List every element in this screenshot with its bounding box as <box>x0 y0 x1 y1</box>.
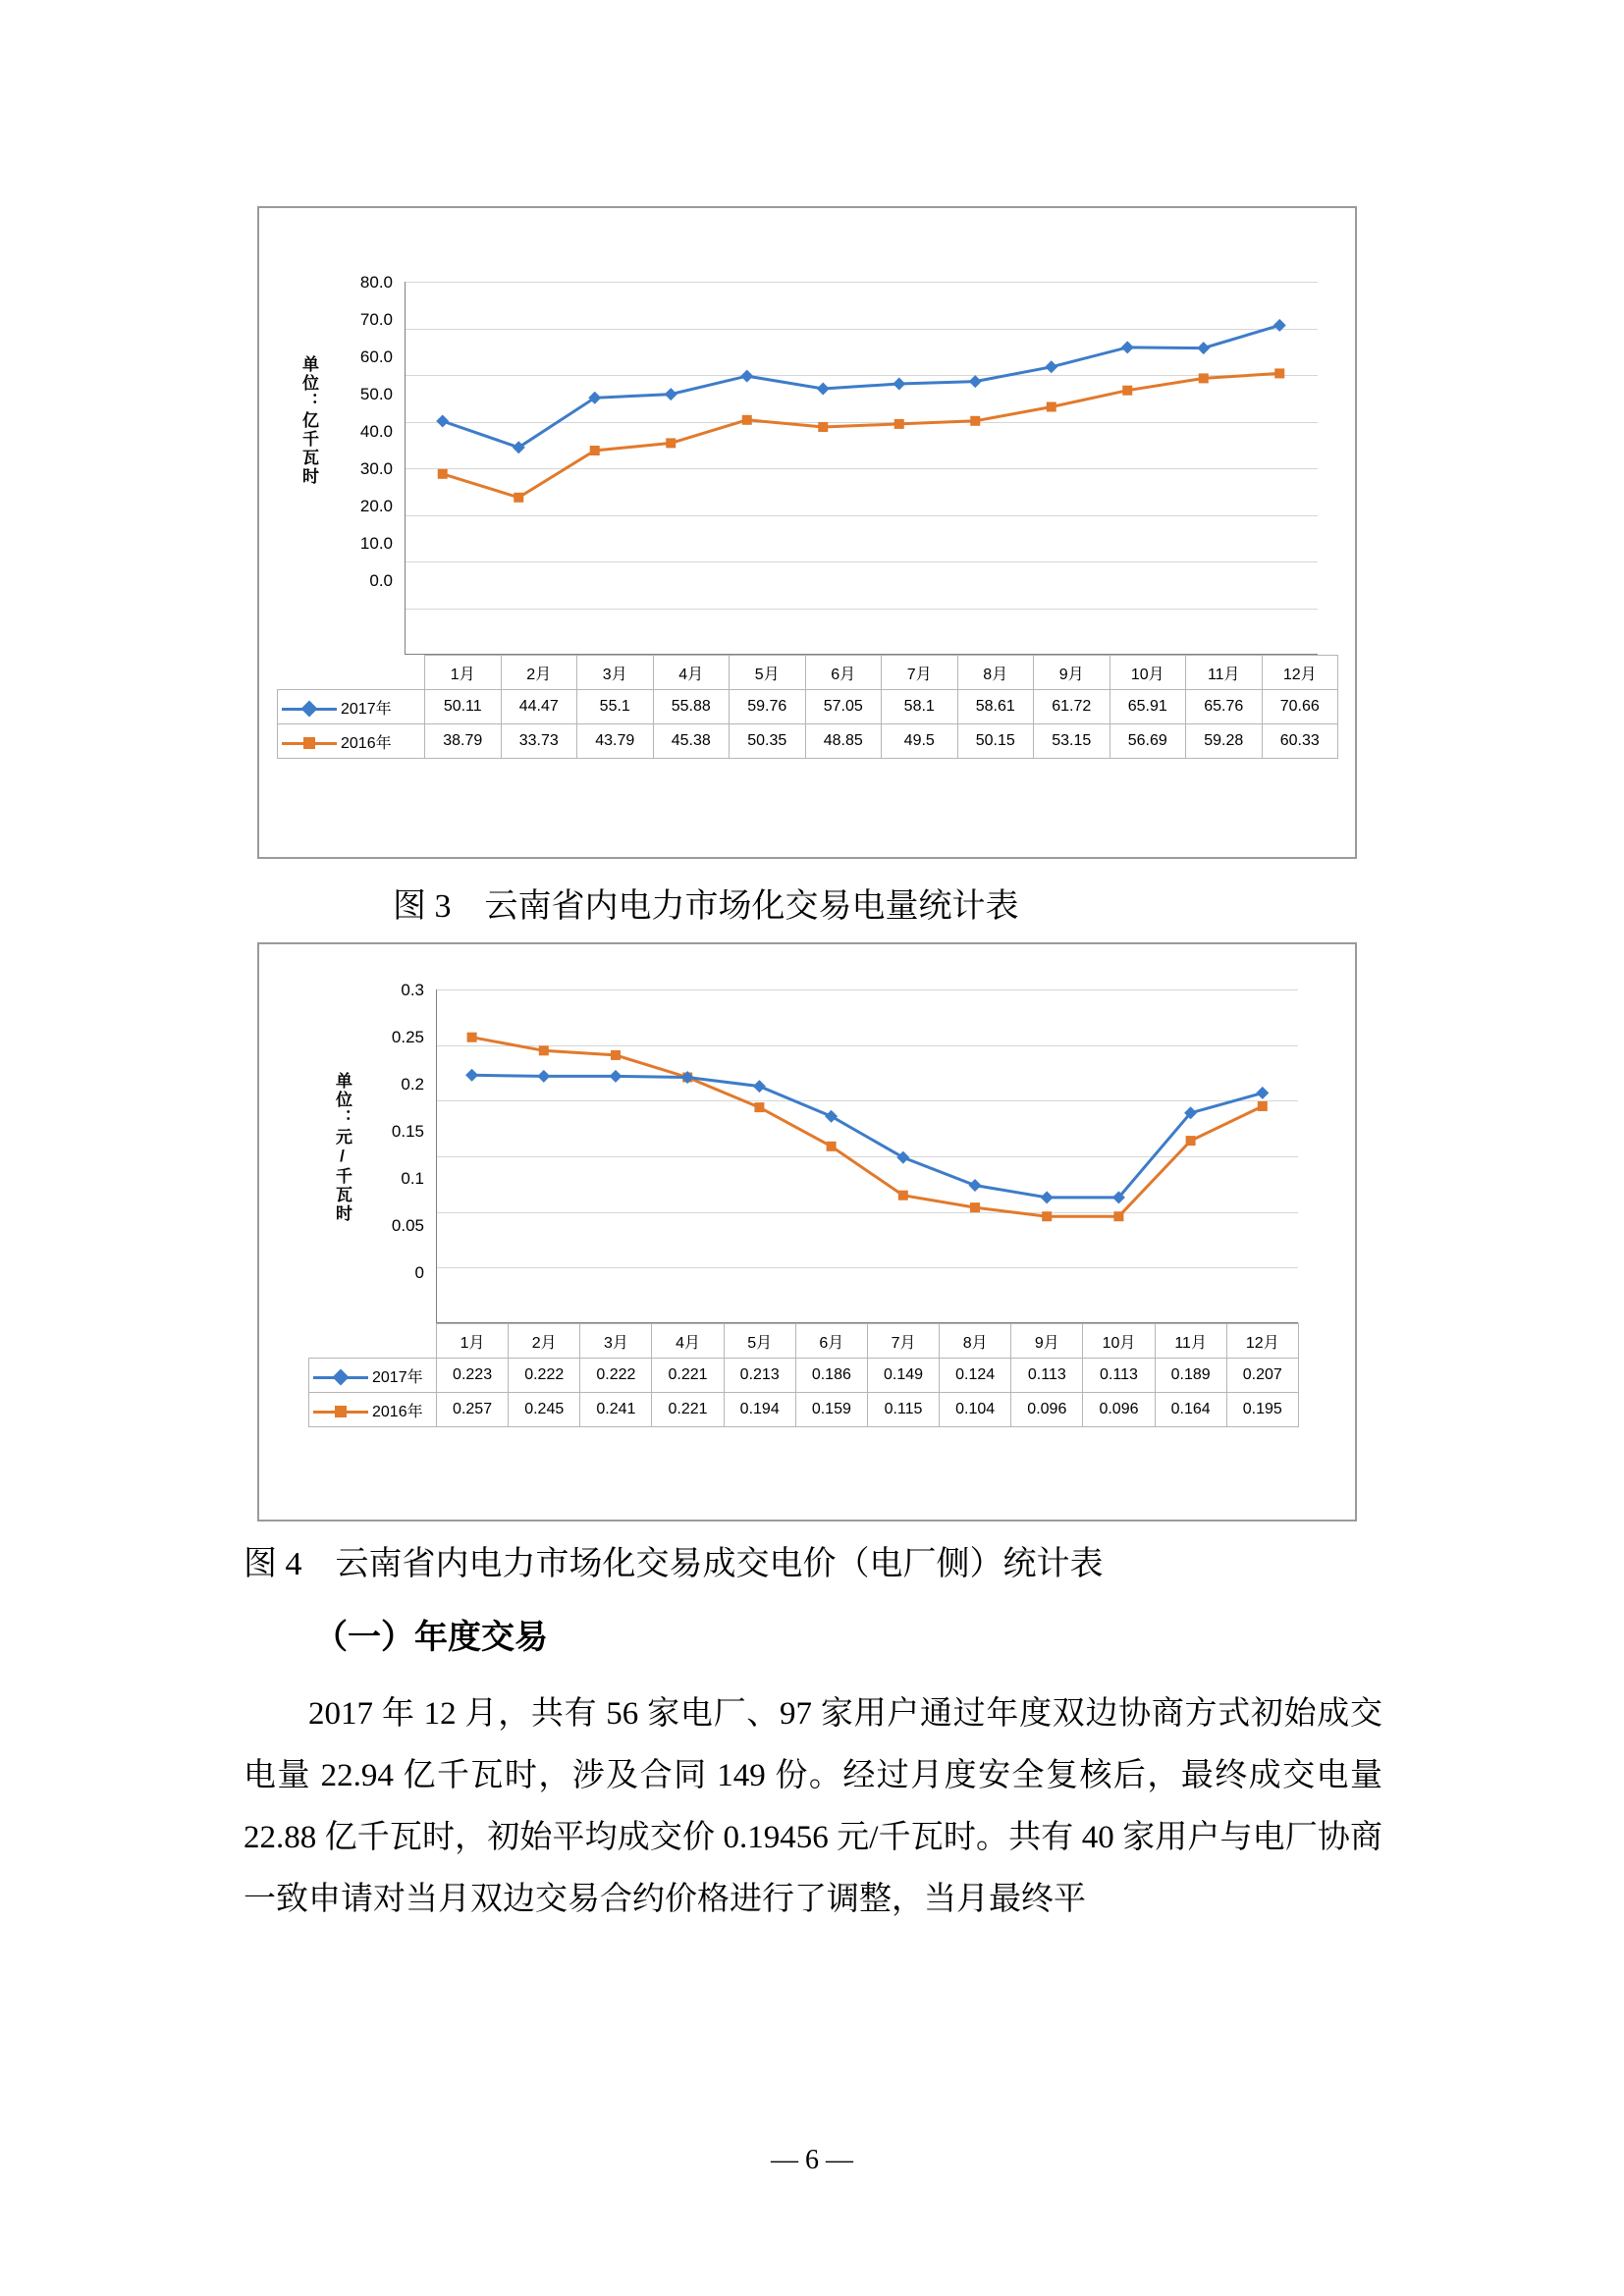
table-row-months <box>309 1324 1299 1359</box>
chart-3-area <box>259 208 1355 857</box>
chart-4-v2017-9: 0.113 <box>1083 1359 1155 1393</box>
chart-3-v2016-8: 53.15 <box>1034 724 1110 759</box>
chart-3-xtick-9: 10月 <box>1110 656 1186 690</box>
chart-4-v2017-10: 0.189 <box>1155 1359 1226 1393</box>
table-row <box>278 690 1338 724</box>
chart-3-xtick-1: 2月 <box>501 656 577 690</box>
chart-3-v2016-10: 59.28 <box>1186 724 1263 759</box>
chart-3-xtick-4: 5月 <box>730 656 806 690</box>
chart-3-xtick-11: 12月 <box>1262 656 1338 690</box>
chart-4-v2016-0: 0.257 <box>437 1393 509 1427</box>
chart-3-legend-2016 <box>278 724 425 759</box>
chart-4-ytick-1: 0.05 <box>391 1216 424 1235</box>
chart-4-v2016-5: 0.159 <box>795 1393 867 1427</box>
chart-4-v2016-2: 0.241 <box>580 1393 652 1427</box>
chart-3-v2016-3: 45.38 <box>653 724 730 759</box>
chart-3-xtick-8: 9月 <box>1034 656 1110 690</box>
chart-4-y-axis-label: 单位：元/千瓦时 <box>333 1072 352 1223</box>
chart-3-v2016-4: 50.35 <box>730 724 806 759</box>
line-marker-square-icon <box>282 736 337 750</box>
chart-3-v2016-6: 49.5 <box>882 724 958 759</box>
chart-3-xtick-6: 7月 <box>882 656 958 690</box>
chart-4-v2017-7: 0.124 <box>940 1359 1011 1393</box>
chart-3-y-axis-label: 单位：亿千瓦时 <box>299 355 318 486</box>
chart-3-v2017-10: 65.76 <box>1186 690 1263 724</box>
chart-4-data-table <box>308 1323 1299 1427</box>
chart-4-series-svg <box>436 989 1298 1323</box>
chart-4-v2017-11: 0.207 <box>1226 1359 1298 1393</box>
chart-3-v2017-8: 61.72 <box>1034 690 1110 724</box>
line-marker-square-icon <box>313 1405 368 1418</box>
chart-3-v2016-5: 48.85 <box>805 724 882 759</box>
chart-3-v2017-1: 44.47 <box>501 690 577 724</box>
chart-3-v2017-0: 50.11 <box>425 690 502 724</box>
chart-4-v2017-3: 0.221 <box>652 1359 724 1393</box>
chart-3-legend-2017 <box>278 690 425 724</box>
chart-3-ytick-6: 60.0 <box>359 347 393 366</box>
chart-4-v2016-4: 0.194 <box>724 1393 795 1427</box>
figure-3-caption: 图 3 云南省内电力市场化交易电量统计表 <box>393 888 1019 925</box>
chart-3-ytick-8: 80.0 <box>359 273 393 292</box>
chart-4-v2016-3: 0.221 <box>652 1393 724 1427</box>
chart-3-v2016-9: 56.69 <box>1110 724 1186 759</box>
chart-4-v2017-5: 0.186 <box>795 1359 867 1393</box>
chart-4-xtick-2: 3月 <box>580 1324 652 1359</box>
line-marker-diamond-icon <box>282 702 337 716</box>
chart-4-ytick-3: 0.15 <box>391 1122 424 1141</box>
chart-4-xtick-3: 4月 <box>652 1324 724 1359</box>
chart-4-ytick-6: 0.3 <box>401 981 424 999</box>
chart-3-ytick-3: 30.0 <box>359 459 393 478</box>
chart-3-v2016-11: 60.33 <box>1262 724 1338 759</box>
chart-3-v2016-2: 43.79 <box>577 724 654 759</box>
chart-3-xtick-3: 4月 <box>653 656 730 690</box>
chart-4-v2016-1: 0.245 <box>509 1393 580 1427</box>
chart-4-xtick-0: 1月 <box>437 1324 509 1359</box>
chart-3-xtick-5: 6月 <box>805 656 882 690</box>
chart-4-v2017-6: 0.149 <box>867 1359 939 1393</box>
chart-3-v2017-11: 70.66 <box>1262 690 1338 724</box>
chart-4-ytick-2: 0.1 <box>401 1169 424 1188</box>
chart-4-xtick-9: 10月 <box>1083 1324 1155 1359</box>
chart-4-v2017-0: 0.223 <box>437 1359 509 1393</box>
chart-4-ytick-0: 0 <box>414 1263 424 1282</box>
chart-4-v2017-4: 0.213 <box>724 1359 795 1393</box>
page-number: — 6 — <box>771 2145 853 2175</box>
chart-4-xtick-5: 6月 <box>795 1324 867 1359</box>
chart-3-ytick-1: 10.0 <box>359 534 393 553</box>
chart-3-plot <box>405 282 1318 655</box>
chart-3-v2017-4: 59.76 <box>730 690 806 724</box>
line-marker-diamond-icon <box>313 1370 368 1384</box>
chart-4-v2016-11: 0.195 <box>1226 1393 1298 1427</box>
section-heading: （一）年度交易 <box>314 1620 548 1656</box>
chart-3-v2017-7: 58.61 <box>957 690 1034 724</box>
chart-3-v2016-7: 50.15 <box>957 724 1034 759</box>
table-row-months <box>278 656 1338 690</box>
chart-4-ytick-5: 0.25 <box>391 1028 424 1046</box>
table-row <box>309 1359 1299 1393</box>
chart-4-v2016-6: 0.115 <box>867 1393 939 1427</box>
chart-3-xtick-10: 11月 <box>1186 656 1263 690</box>
chart-3-v2017-5: 57.05 <box>805 690 882 724</box>
chart-4-area <box>259 944 1355 1520</box>
chart-3-xtick-7: 8月 <box>957 656 1034 690</box>
chart-4-v2016-10: 0.164 <box>1155 1393 1226 1427</box>
chart-4-xtick-8: 9月 <box>1011 1324 1083 1359</box>
chart-4-v2016-9: 0.096 <box>1083 1393 1155 1427</box>
chart-4-v2016-7: 0.104 <box>940 1393 1011 1427</box>
chart-4-v2017-1: 0.222 <box>509 1359 580 1393</box>
chart-4-xtick-11: 12月 <box>1226 1324 1298 1359</box>
figure-4-price-chart <box>257 942 1357 1522</box>
chart-3-v2017-6: 58.1 <box>882 690 958 724</box>
chart-3-v2017-2: 55.1 <box>577 690 654 724</box>
chart-4-v2016-8: 0.096 <box>1011 1393 1083 1427</box>
table-row <box>309 1393 1299 1427</box>
chart-4-v2017-8: 0.113 <box>1011 1359 1083 1393</box>
chart-4-xtick-1: 2月 <box>509 1324 580 1359</box>
chart-4-v2017-2: 0.222 <box>580 1359 652 1393</box>
chart-4-xtick-4: 5月 <box>724 1324 795 1359</box>
chart-4-plot <box>436 989 1298 1323</box>
chart-3-xtick-2: 3月 <box>577 656 654 690</box>
chart-3-ytick-2: 20.0 <box>359 497 393 515</box>
chart-3-v2017-3: 55.88 <box>653 690 730 724</box>
chart-3-data-table <box>277 655 1338 759</box>
chart-4-legend-2017 <box>309 1359 437 1393</box>
chart-3-ytick-4: 40.0 <box>359 422 393 441</box>
chart-3-xtick-0: 1月 <box>425 656 502 690</box>
chart-4-ytick-4: 0.2 <box>401 1075 424 1094</box>
chart-4-xtick-6: 7月 <box>867 1324 939 1359</box>
chart-4-legend-2016-label: 2016年 <box>372 1403 423 1420</box>
chart-3-legend-2017-label: 2017年 <box>341 700 392 718</box>
chart-3-v2016-0: 38.79 <box>425 724 502 759</box>
chart-3-series-svg <box>405 282 1318 655</box>
chart-3-ytick-0: 0.0 <box>369 571 393 590</box>
chart-3-ytick-7: 70.0 <box>359 310 393 329</box>
figure-4-caption: 图 4 云南省内电力市场化交易成交电价（电厂侧）统计表 <box>244 1546 1104 1582</box>
chart-4-legend-2017-label: 2017年 <box>372 1368 423 1386</box>
chart-4-xtick-7: 8月 <box>940 1324 1011 1359</box>
figure-3-electricity-volume-chart <box>257 206 1357 859</box>
chart-3-legend-2016-label: 2016年 <box>341 734 392 752</box>
chart-4-xtick-10: 11月 <box>1155 1324 1226 1359</box>
table-row <box>278 724 1338 759</box>
chart-3-v2017-9: 65.91 <box>1110 690 1186 724</box>
chart-3-ytick-5: 50.0 <box>359 385 393 403</box>
chart-4-legend-2016 <box>309 1393 437 1427</box>
body-paragraph: 2017 年 12 月，共有 56 家电厂、97 家用户通过年度双边协商方式初始成交电量 22.94 亿千瓦时，涉及合同 149 份。经过月度安全复核后，最终成交电量 22.88 亿千瓦时，初始平均成交价 0.19456 元/千瓦时。共有 40 家用户与电厂协商一致申请对当月双边交易合约价格进行了调整，当月最终平 <box>244 1696 1382 1917</box>
chart-3-v2016-1: 33.73 <box>501 724 577 759</box>
